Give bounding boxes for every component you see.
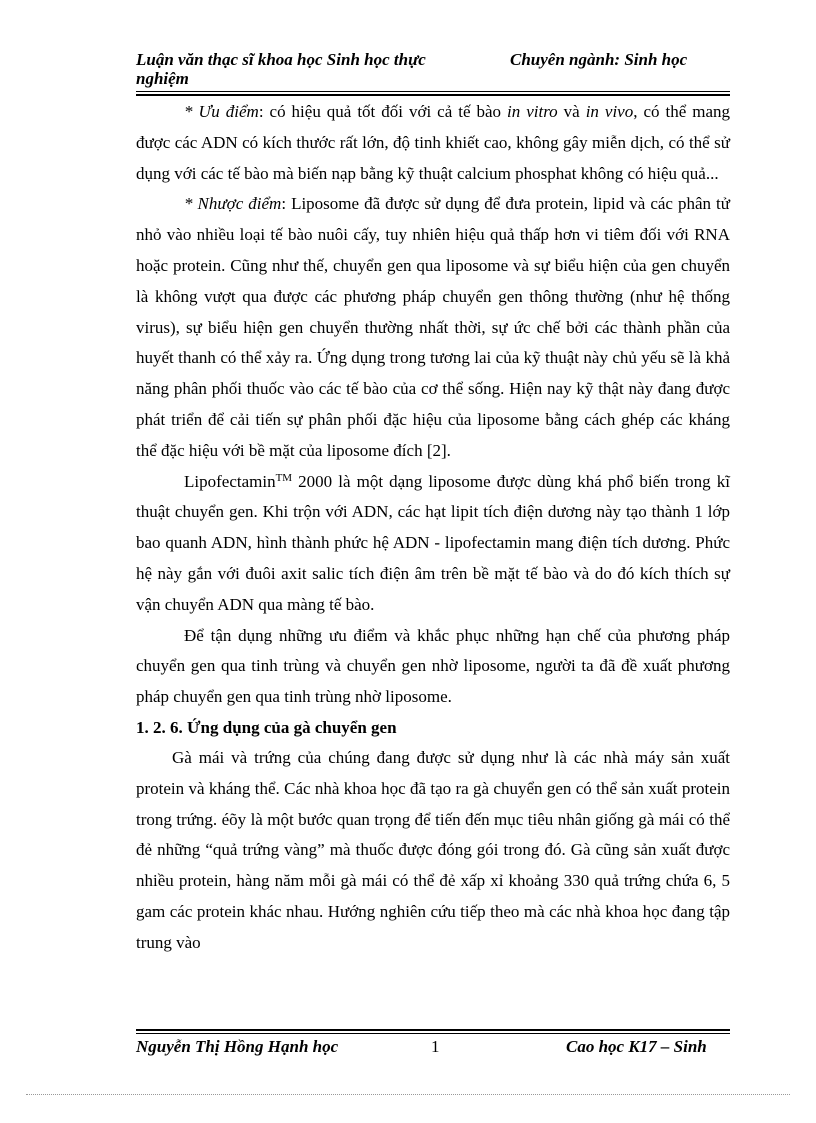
header-thesis-title: Luận văn thạc sĩ khoa học Sinh học thực nghiệm [136,50,426,88]
page-body [136,97,730,959]
footer-author: Nguyễn Thị Hồng Hạnh học [136,1037,339,1056]
trademark-mark: TM [275,471,293,484]
paragraph-sperm-liposome: Để tận dụng những ưu điểm và khắc phục những hạn chế của phương pháp chuyển gen qua tinh trùng và chuyển gen nhờ liposome, người ta đã đề xuất phương pháp chuyển gen qua tinh trùng nhờ liposome. [136,625,730,707]
paragraph-advantages: * Ưu điểm: có hiệu quả tốt đối với cả tế bào in vitro và in vivo, có thể mang được các ADN có kích thước rất lớn, độ tinh khiết cao, không gây miễn dịch, có thể sử dụng với các tế bào mà biến nạp bằng kỹ thuật calcium phosphat không có hiệu quả... [136,102,731,183]
header-rule-thin [136,91,730,92]
advantages-label: * Ưu điểm [184,102,259,121]
paragraph-lipofectamin: Lipofectamin™ 2000 là một dạng liposome được dùng khá phổ biến trong kĩ thuật chuyển gen. Khi trộn với ADN, các hạt lipit tích điện dương này tạo thành 1 lớp bao quanh ADN, hình thành phức hệ ADN - lipofectamin mang điện tích dương. Phức hệ này gắn với đuôi axit salic tích điện âm trên bề mặt tế bào và do đó kích thích sự vận chuyển ADN qua màng tế bào. [136,471,730,614]
page-bottom-divider [26,1094,790,1095]
page-number: 1 [431,1037,440,1056]
header-rule-thick [136,94,730,96]
footer-rule-thick [136,1029,730,1031]
section-heading: 1. 2. 6. Ứng dụng của gà chuyển gen [136,717,397,737]
disadvantages-label: * Nhược điểm [184,194,282,214]
paragraph-disadvantages: * Nhược điểm: Liposome đã được sử dụng để đưa protein, lipid và các phân tử nhỏ vào nhiều loại tế bào nuôi cấy, tuy nhiên hiệu quả thấp hơn vi tiêm đối với RNA hoặc protein. Cũng như thế, chuyển gen qua liposome và sự biểu hiện của gen chuyển là không vượt qua được các phương pháp chuyển gen thông thường (như hệ thống virus), sự biểu hiện gen chuyển thường nhất thời, sự ức chế bởi các thành phần của huyết thanh có thể xảy ra. Ứng dụng trong tương lai của kỹ thuật này chủ yếu sẽ là khả năng phân phối thuốc vào các tế bào của cơ thể sống. Hiện nay kỹ thật này đang được phát triển để cải tiến sự phân phối đặc hiệu của liposome bằng cách ghép các kháng thể đặc hiệu với bề mặt của liposome đích [2]. [136,194,730,460]
footer-rule-thin [136,1033,730,1034]
paragraph-applications: Gà mái và trứng của chúng đang được sử dụng như là các nhà máy sản xuất protein và kháng thể. Các nhà khoa học đã tạo ra gà chuyển gen có thể sản xuất protein trong trứng. éõy là một bước quan trọng để tiến đến mục tiêu nhân giống gà mái có thể đẻ những “quả trứng vàng” mà thuốc được đóng gói trong đó. Gà cũng sản xuất được nhiều protein, hàng năm mỗi gà mái có thể đẻ xấp xỉ khoảng 330 quả trứng chứa 6, 5 gam các protein khác nhau. Hướng nghiên cứu tiếp theo mà các nhà khoa học đang tập trung vào [136,747,730,952]
footer-program: Cao học K17 – Sinh [566,1037,707,1056]
header-major: Chuyên ngành: Sinh học [510,50,688,69]
